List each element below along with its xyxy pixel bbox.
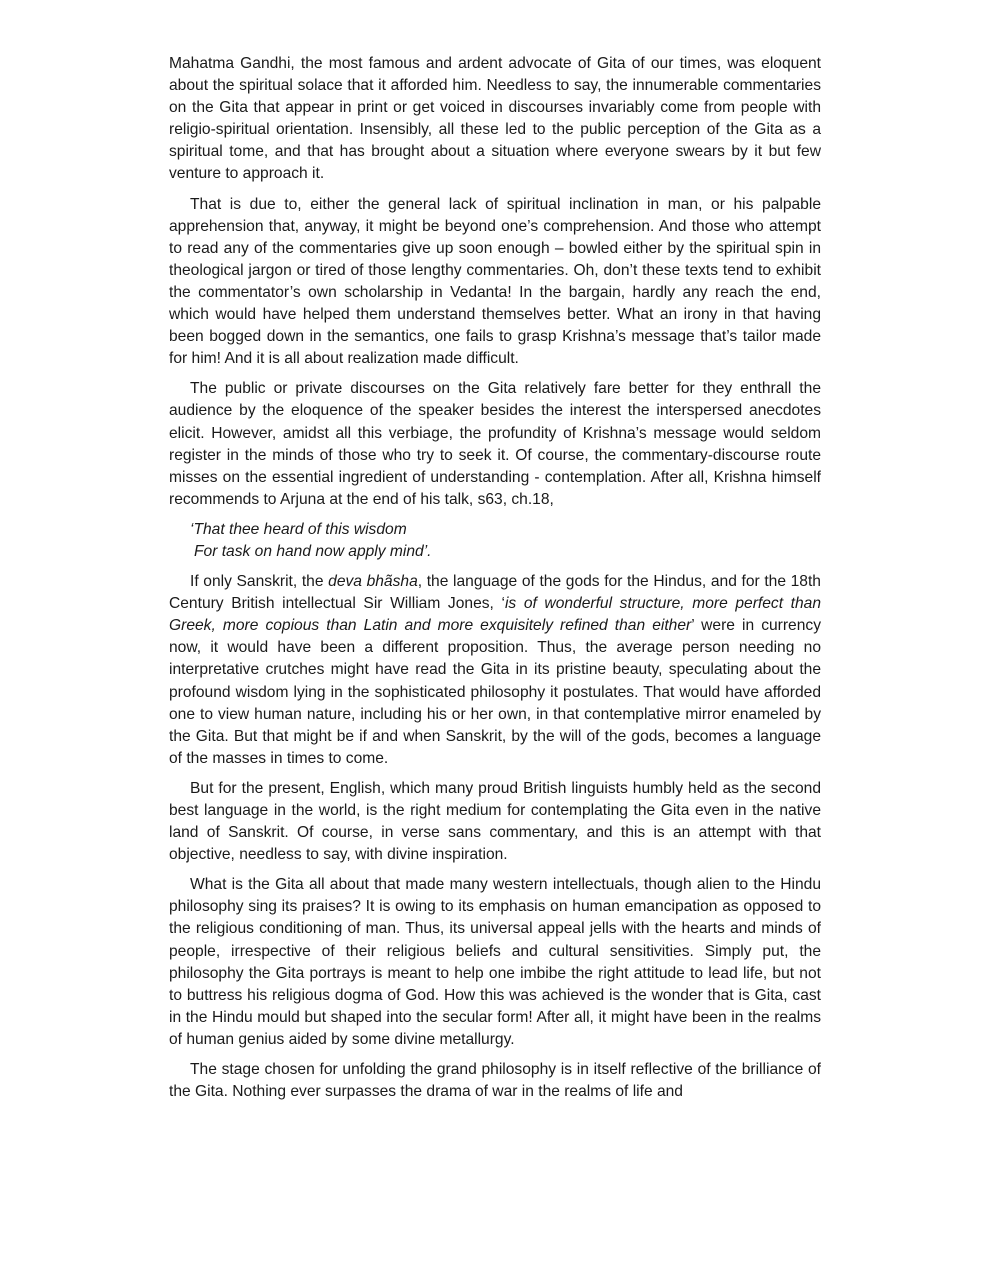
paragraph-gandhi: Mahatma Gandhi, the most famous and ardent advocate of Gita of our times, was eloquent about the spiritual solace that it afforded him. Needless to say, the innumerable commentaries on the Gita that appear in print or get voiced in discourses invariably come from people with religio-spiritual orientation. Insensibly, all these led to the public perception of the Gita as a spiritual tome, and that has brought about a situation where everyone swears by it but few venture to approach it.	[169, 55, 821, 183]
document-page	[169, 53, 821, 1111]
paragraph-english-medium: But for the present, English, which many proud British linguists humbly held as the second best language in the world, is the right medium for contemplating the Gita even in the native land of Sanskrit. Of course, in verse sans commentary, and this is an attempt with that objective, needless to say, with divine inspiration.	[169, 779, 821, 864]
sanskrit-text-2: , the language of the gods for the Hindus, and for the 18th Century British intellectual Sir William Jones, ‘	[169, 573, 821, 613]
paragraph-discourses: The public or private discourses on the Gita relatively fare better for they enthrall the audience by the eloquence of the speaker besides the interest the interspersed anecdotes elicit. However, amidst all this verbiage, the profundity of Krishna’s message would seldom register in the minds of those who try to seek it. Of course, the commentary-discourse route misses on the essential ingredient of understanding - contemplation. After all, Krishna himself recommends to Arjuna at the end of his talk, s63, ch.18,	[169, 380, 821, 508]
paragraph-spiritual-inclination: That is due to, either the general lack of spiritual inclination in man, or his palpable apprehension that, anyway, it might be beyond one’s comprehension. And those who attempt to read any of the commentaries give up soon enough – bowled either by the spiritual spin in theological jargon or tired of those lengthy commentaries. Oh, don’t these texts tend to exhibit the commentator’s own scholarship in Vedanta! In the bargain, hardly any reach the end, which would have helped them understand themselves better. What an irony in that having been bogged down in the semantics, one fails to grasp Krishna’s message that’s tailor made for him! And it is all about realization made difficult.	[169, 195, 821, 368]
sanskrit-text-3: ’ were in currency now, it would have been a different proposition. Thus, the average person needing no interpretative crutches might have read the Gita in its pristine beauty, speculating about the profound wisdom lying in the sophisticated philosophy it postulates. That would have afforded one to view human nature, including his or her own, in that contemplative mirror enameled by the Gita. But that might be if and when Sanskrit, by the will of the gods, becomes a language of the masses in times to come.	[169, 617, 821, 767]
paragraph-stage-chosen: The stage chosen for unfolding the grand philosophy is in itself reflective of the brilliance of the Gita. Nothing ever surpasses the drama of war in the realms of life and	[169, 1061, 821, 1101]
verse-line-2: For task on hand now apply mind’.	[194, 542, 432, 560]
jones-quote: is of wonderful structure, more perfect than Greek, more copious than Latin and more exquisitely refined than either	[169, 595, 822, 635]
sanskrit-text-1: If only Sanskrit, the	[190, 573, 329, 591]
sanskrit-term: deva bhãsha	[328, 573, 418, 591]
verse-line-1: ‘That thee heard of this wisdom	[190, 520, 407, 538]
paragraph-gita-about: What is the Gita all about that made many western intellectuals, though alien to the Hindu philosophy sing its praises? It is owing to its emphasis on human emancipation as opposed to the religious conditioning of man. Thus, its universal appeal jells with the hearts and minds of people, irrespective of their religious beliefs and cultural sensitivities. Simply put, the philosophy the Gita portrays is meant to help one imbibe the right attitude to lead life, but not to buttress his religious dogma of God. How this was achieved is the wonder that is Gita, cast in the Hindu mould but shaped into the secular form! After all, it might have been in the realms of human genius aided by some divine metallurgy.	[169, 876, 821, 1048]
verse-quote	[190, 519, 821, 563]
paragraph-sanskrit	[169, 571, 821, 770]
